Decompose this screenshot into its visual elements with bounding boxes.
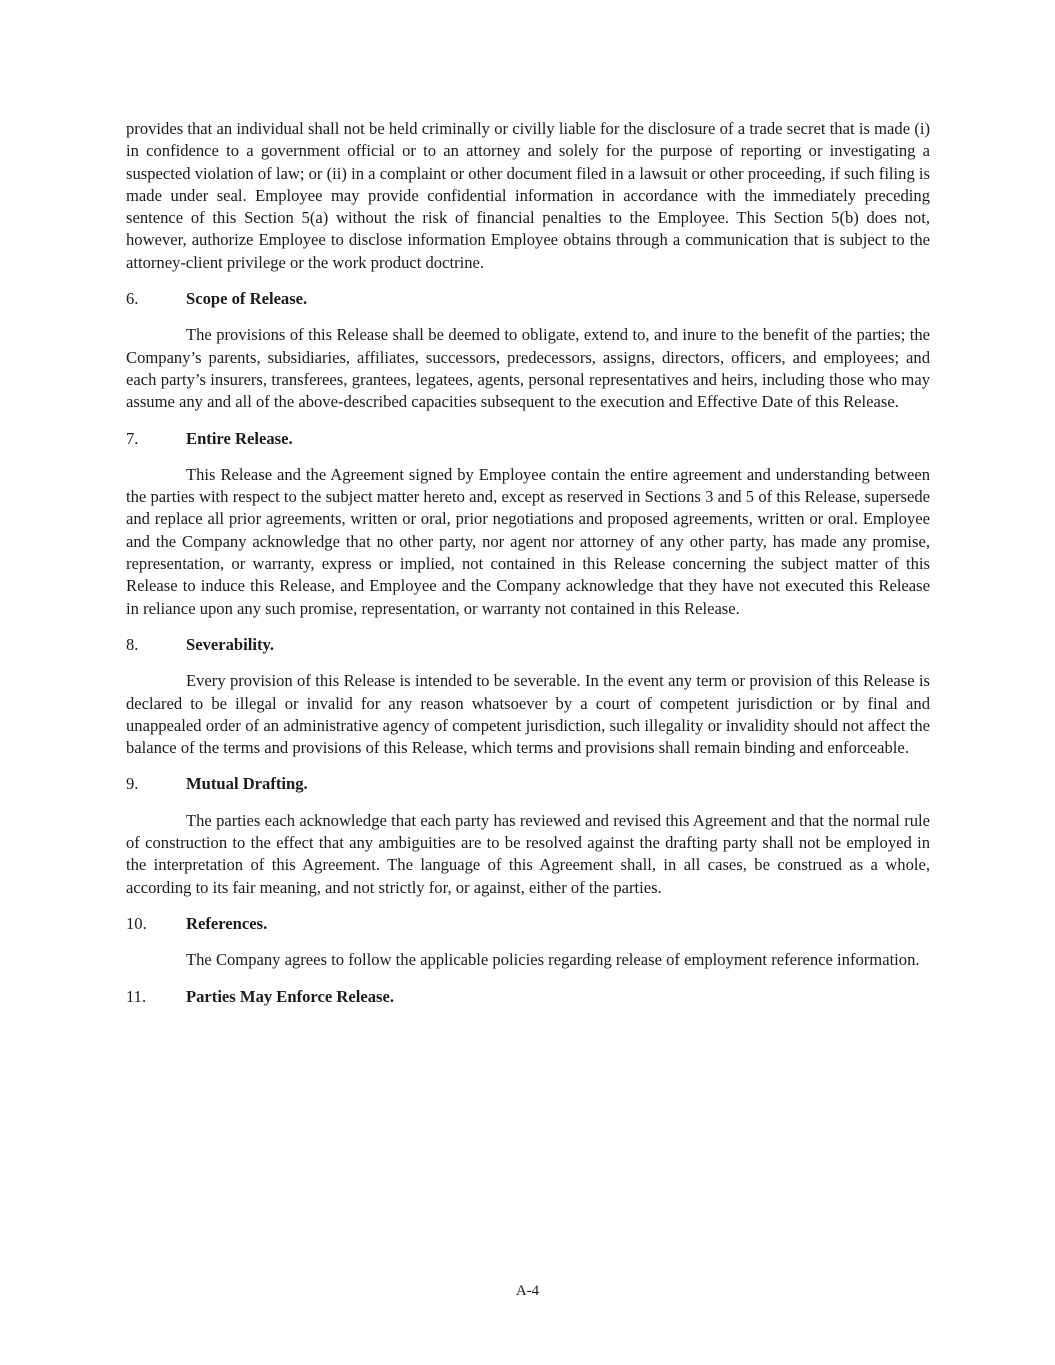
section-heading-10 [126, 913, 930, 935]
section-number: 10. [126, 913, 147, 933]
section-heading-8 [126, 634, 930, 656]
section-title: Scope of Release. [186, 289, 308, 309]
section-body-8: Every provision of this Release is intended to be severable. In the event any term or provision of this Release is declared to be illegal or invalid for any reason whatsoever by a court of competent jurisdiction or by final and unappealed order of an administrative agency of competent jurisdiction, such illegality or invalidity should not affect the balance of the terms and provisions of this Release, which terms and provisions shall remain binding and enforceable. [126, 671, 930, 758]
section-heading-7 [126, 428, 930, 450]
section-title: Mutual Drafting. [186, 774, 308, 794]
section-number: 9. [126, 774, 139, 794]
section-heading-11 [126, 986, 930, 1008]
section-title: References. [186, 913, 268, 933]
continuation-paragraph: provides that an individual shall not be held criminally or civilly liable for the disclosure of a trade secret that is made (i) in confidence to a government official or to an attorney and solely for the purpose of reporting or investigating a suspected violation of law; or (ii) in a complaint or other document filed in a lawsuit or other proceeding, if such filing is made under seal. Employee may provide confidential information in accordance with the immediately preceding sentence of this Section 5(a) without the risk of financial penalties to the Employee. This Section 5(b) does not, however, authorize Employee to disclose information Employee obtains through a communication that is subject to the attorney-client privilege or the work product doctrine. [126, 119, 930, 272]
section-number: 8. [126, 634, 139, 654]
section-body-6: The provisions of this Release shall be deemed to obligate, extend to, and inure to the benefit of the parties; the Company’s parents, subsidiaries, affiliates, successors, predecessors, assigns, directors, officers, and employees; and each party’s insurers, transferees, grantees, legatees, agents, personal representatives and heirs, including those who may assume any and all of the above-described capacities subsequent to the execution and Effective Date of this Release. [126, 325, 930, 412]
document-page [126, 118, 930, 1022]
section-body-9: The parties each acknowledge that each party has reviewed and revised this Agreement and that the normal rule of construction to the effect that any ambiguities are to be resolved against the drafting party shall not be employed in the interpretation of this Agreement. The language of this Agreement shall, in all cases, be construed as a whole, according to its fair meaning, and not strictly for, or against, either of the parties. [126, 810, 930, 897]
section-title: Parties May Enforce Release. [186, 986, 394, 1006]
section-number: 6. [126, 289, 139, 309]
section-number: 7. [126, 428, 139, 448]
section-body-7: This Release and the Agreement signed by Employee contain the entire agreement and understanding between the parties with respect to the subject matter hereto and, except as reserved in Sections 3 and 5 of this Release, supersede and replace all prior agreements, written or oral, prior negotiations and proposed agreements, written or oral. Employee and the Company acknowledge that no other party, nor agent nor attorney of any other party, has made any promise, representation, or warranty, express or implied, not contained in this Release concerning the subject matter of this Release to induce this Release, and Employee and the Company acknowledge that they have not executed this Release in reliance upon any such promise, representation, or warranty not contained in this Release. [126, 464, 930, 618]
section-heading-9 [126, 773, 930, 795]
section-title: Entire Release. [186, 428, 293, 448]
section-title: Severability. [186, 634, 275, 654]
section-number: 11. [126, 986, 147, 1006]
section-body-10: The Company agrees to follow the applicable policies regarding release of employment reference information. [186, 950, 920, 970]
page-number: A-4 [515, 1283, 540, 1299]
section-heading-6 [126, 288, 930, 310]
